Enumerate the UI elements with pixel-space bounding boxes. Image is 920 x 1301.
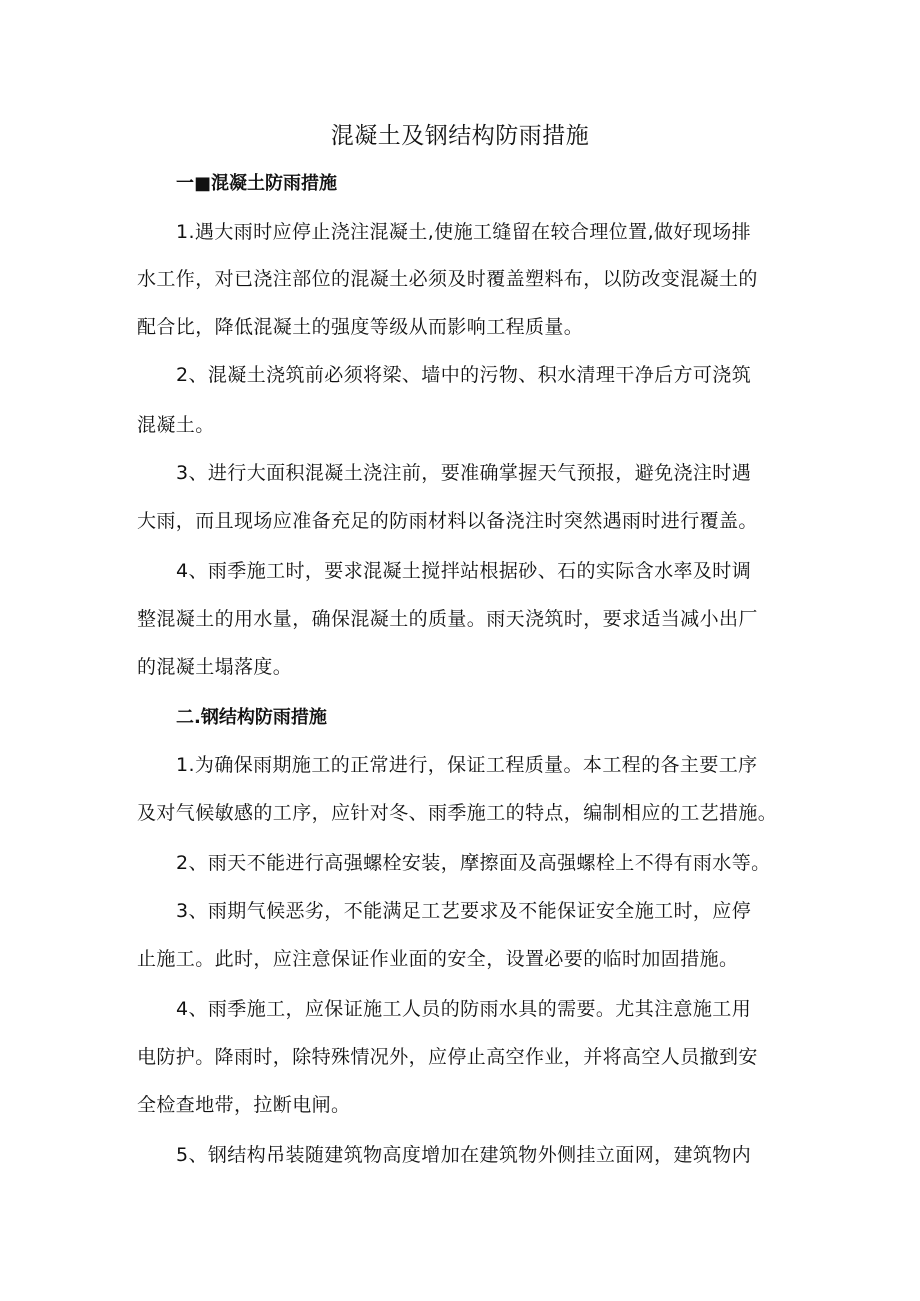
paragraph-line: 大雨，而且现场应准备充足的防雨材料以备浇注时突然遇雨时进行覆盖。 xyxy=(137,510,758,532)
paragraph-line: 混凝土。 xyxy=(137,414,215,436)
paragraph-line: 2、雨天不能进行高强螺栓安装，摩擦面及高强螺栓上不得有雨水等。 xyxy=(176,852,771,874)
section-heading-steel: 二.钢结构防雨措施 xyxy=(176,707,327,728)
paragraph-line: 4、雨季施工，应保证施工人员的防雨水具的需要。尤其注意施工用 xyxy=(176,998,752,1020)
paragraph-line: 水工作，对已浇注部位的混凝土必须及时覆盖塑料布，以防改变混凝土的 xyxy=(137,268,758,290)
paragraph-line: 1.为确保雨期施工的正常进行，保证工程质量。本工程的各主要工序 xyxy=(176,754,758,776)
paragraph-line: 3、雨期气候恶劣，不能满足工艺要求及不能保证安全施工时，应停 xyxy=(176,900,752,922)
paragraph-line: 5、钢结构吊装随建筑物高度增加在建筑物外侧挂立面网，建筑物内 xyxy=(176,1144,752,1166)
paragraph-line: 全检查地带，拉断电闸。 xyxy=(137,1094,351,1116)
paragraph-line: 的混凝土塌落度。 xyxy=(137,656,293,678)
paragraph-line: 电防护。降雨时，除特殊情况外，应停止高空作业，并将高空人员撤到安 xyxy=(137,1046,758,1068)
paragraph-line: 2、混凝土浇筑前必须将梁、墙中的污物、积水清理干净后方可浇筑 xyxy=(176,364,752,386)
paragraph-line: 1.遇大雨时应停止浇注混凝土,使施工缝留在较合理位置,做好现场排 xyxy=(176,221,752,243)
paragraph-line: 3、进行大面积混凝土浇注前，要准确掌握天气预报，避免浇注时遇 xyxy=(176,462,752,484)
paragraph-line: 止施工。此时，应注意保证作业面的安全，设置必要的临时加固措施。 xyxy=(137,948,739,970)
section-heading-concrete: 一■混凝土防雨措施 xyxy=(176,173,338,194)
paragraph-line: 配合比，降低混凝土的强度等级从而影响工程质量。 xyxy=(137,316,584,338)
paragraph-line: 及对气候敏感的工序，应针对冬、雨季施工的特点，编制相应的工艺措施。 xyxy=(137,802,778,824)
paragraph-line: 整混凝土的用水量，确保混凝土的质量。雨天浇筑时，要求适当减小出厂 xyxy=(137,608,758,630)
paragraph-line: 4、雨季施工时，要求混凝土搅拌站根据砂、石的实际含水率及时调 xyxy=(176,560,752,582)
document-title: 混凝土及钢结构防雨措施 xyxy=(330,123,590,149)
